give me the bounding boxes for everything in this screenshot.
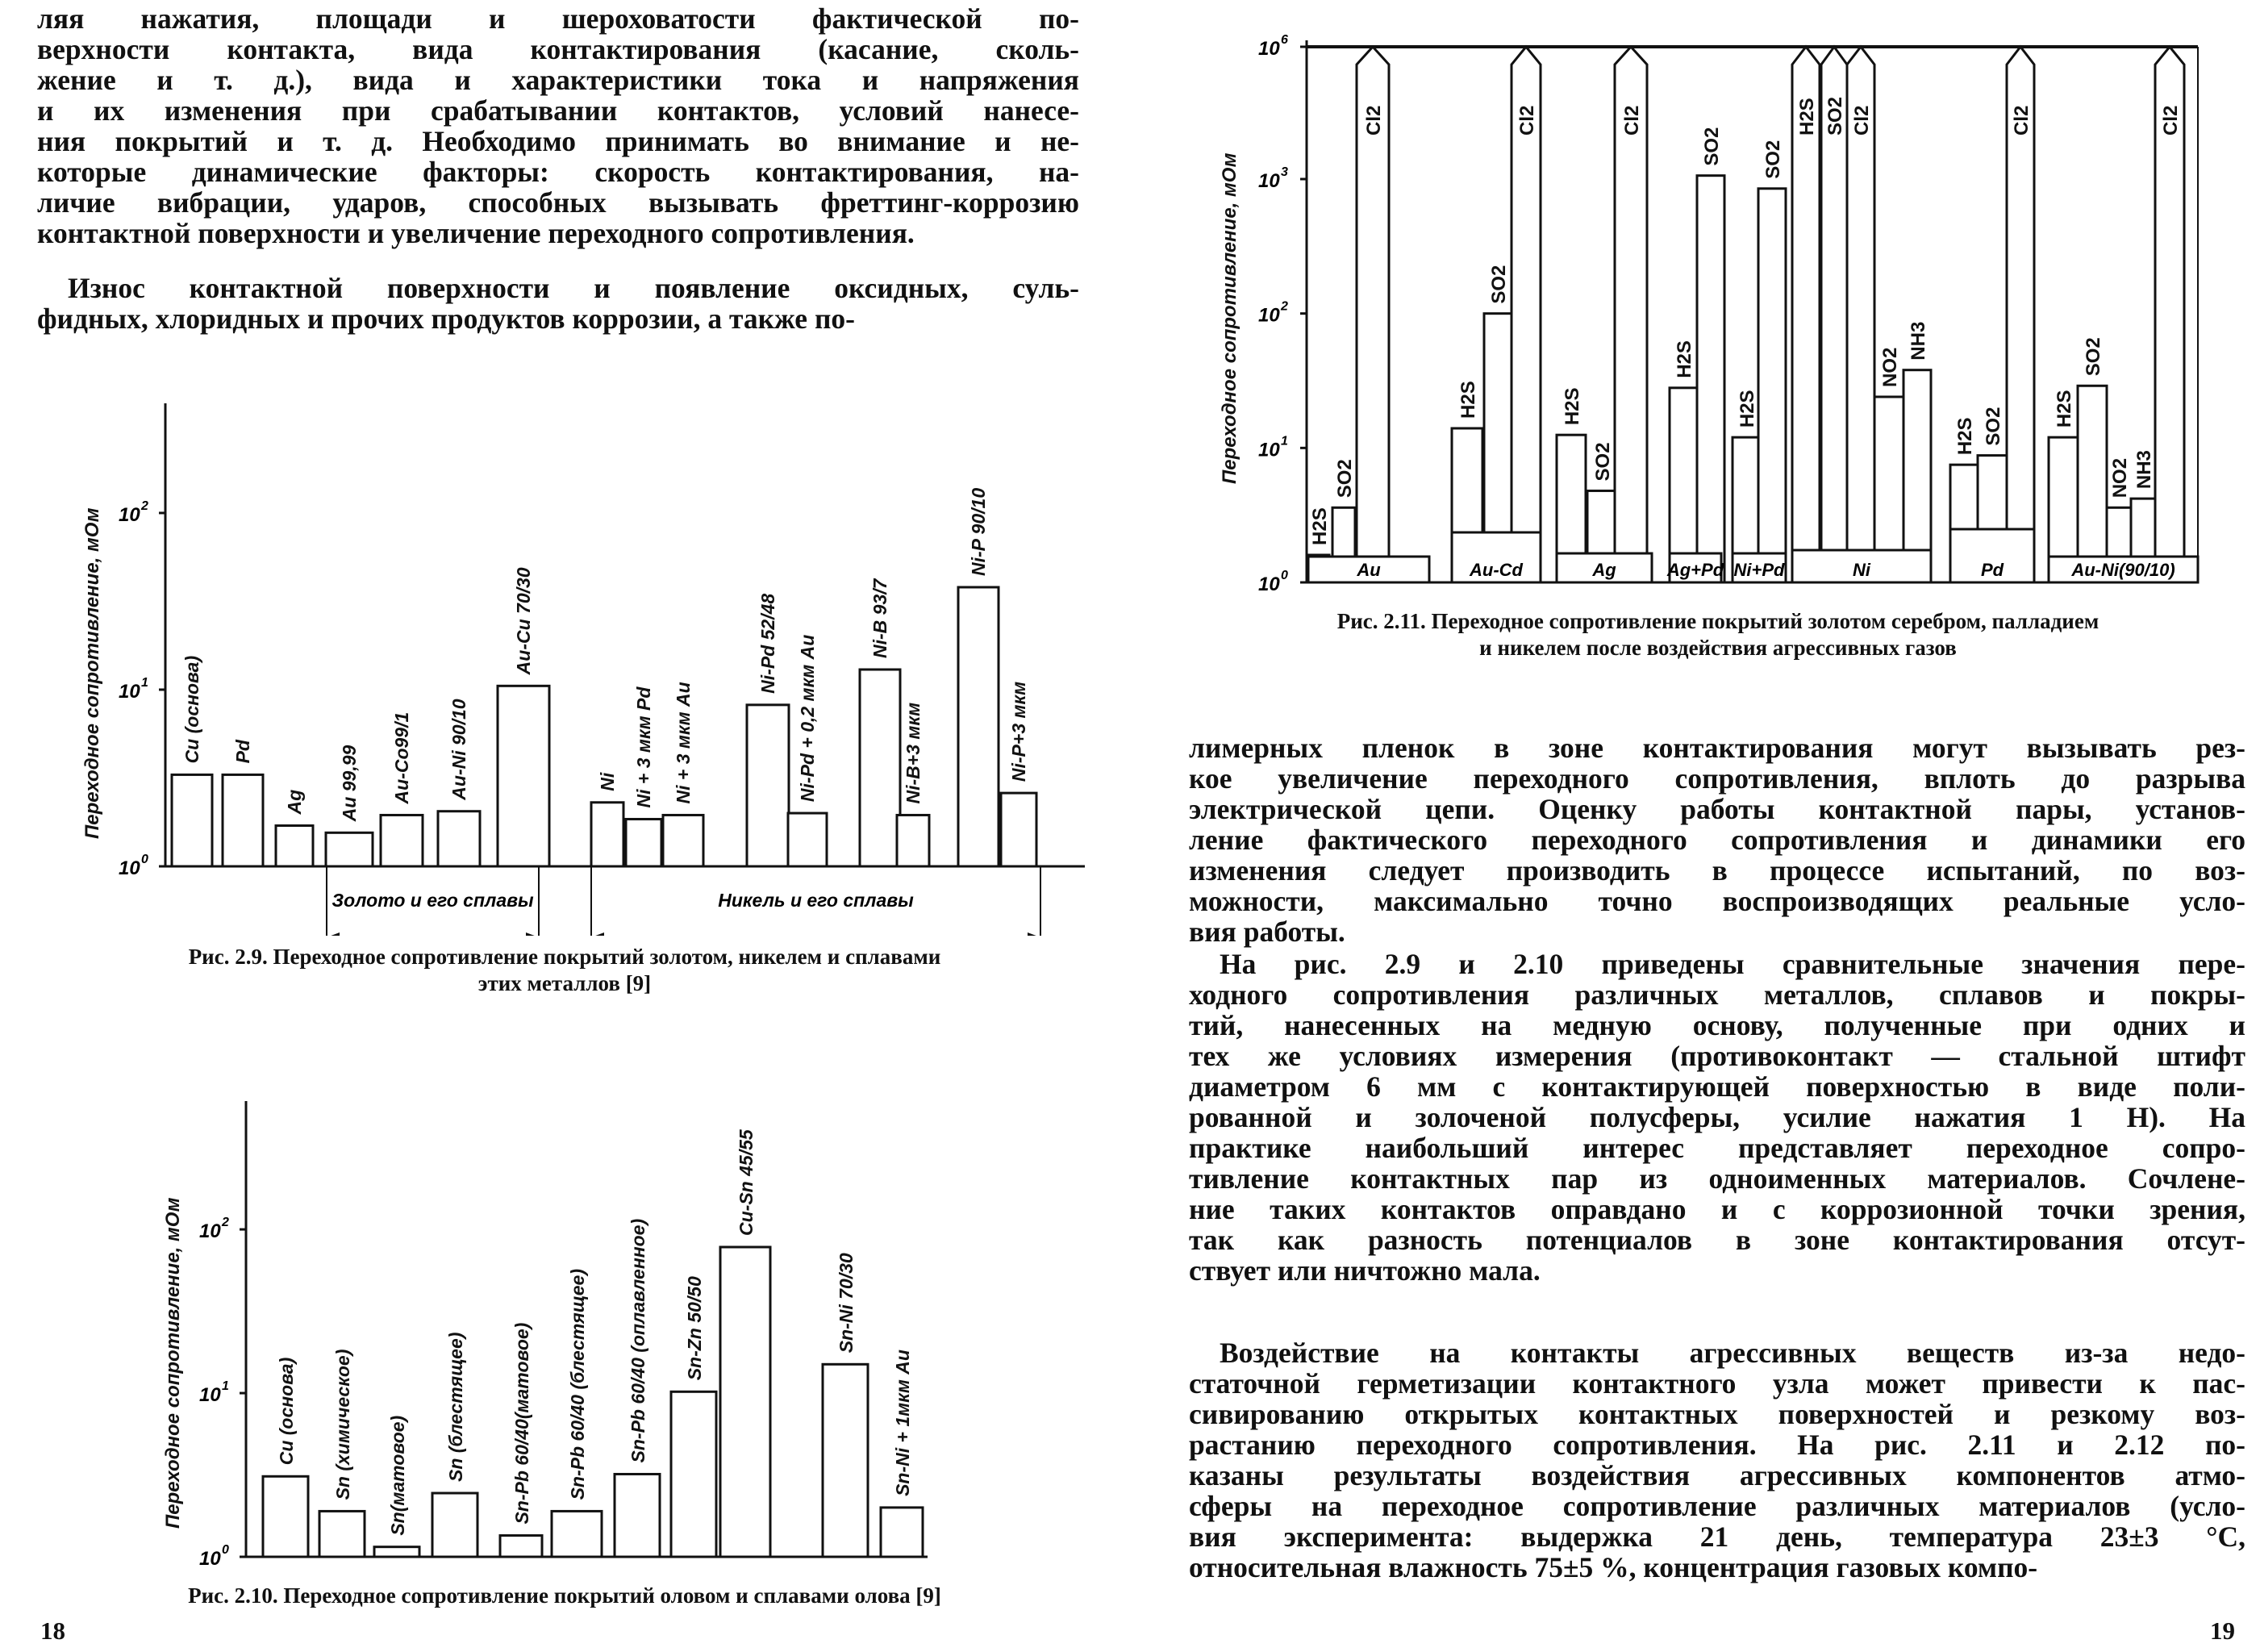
bar (2078, 386, 2107, 582)
paragraph-aggressive-gases (1189, 1337, 2245, 1583)
bar (823, 1364, 868, 1557)
y-axis-label: Переходное сопротивление, мОм (81, 507, 103, 839)
bar-label: Cu-Sn 45/55 (736, 1129, 757, 1236)
figure-2-10 (0, 1004, 1129, 1577)
caption-line: Рис. 2.11. Переходное сопротивление покрытий золотом серебром, палладием (1336, 609, 2099, 633)
y-tick-label: 10 (1258, 574, 1280, 595)
text-line: ствует или ничтожно мала. (1189, 1254, 1541, 1287)
text-line: диаметром 6 мм с контактирующей поверхностью в виде поли- (1189, 1070, 2245, 1103)
text-line: вия эксперимента: выдержка 21 день, температура 23±3 °С, (1189, 1521, 2245, 1553)
text-line: контактной поверхности и увеличение переходного сопротивления. (37, 217, 915, 249)
gas-label: Cl2 (1851, 105, 1873, 136)
gas-label: H2S (1737, 390, 1758, 428)
bar (881, 1508, 923, 1557)
gas-label: H2S (1562, 387, 1583, 426)
gas-label: NH3 (1908, 321, 1929, 361)
text-line: ние таких контактов оправдано и с коррозионной точки зрения, (1189, 1193, 2245, 1225)
gas-label: H2S (1674, 340, 1695, 378)
text-line: изменения следует производить в процессе испытаний, по воз- (1189, 854, 2245, 886)
text-line: сферы на переходное сопротивление различных материалов (усло- (1189, 1490, 2245, 1522)
text-line: Износ контактной поверхности и появление оксидных, суль- (68, 272, 1079, 304)
bar-label: Ni (597, 772, 618, 791)
y-tick-exponent: 3 (1281, 165, 1288, 179)
gas-label: SO2 (1701, 127, 1723, 166)
bar (788, 813, 827, 866)
text-line: ходного сопротивления различных металлов, сплавов и покры- (1189, 978, 2245, 1011)
bar (897, 815, 929, 866)
text-line: ляя нажатия, площади и шероховатости фактической по- (37, 2, 1079, 35)
bar (498, 686, 549, 866)
paragraph-top (37, 3, 1079, 248)
text-line: На рис. 2.9 и 2.10 приведены сравнительные значения пере- (1220, 948, 2245, 980)
y-tick-exponent: 0 (1281, 569, 1288, 582)
text-line: которые динамические факторы: скорость контактирования, на- (37, 156, 1079, 188)
material-label: Ag (1592, 560, 1616, 580)
gas-label: H2S (2054, 390, 2075, 428)
bar-label: Au 99,99 (339, 745, 360, 822)
bar (615, 1474, 660, 1557)
bar-label: Ni-P 90/10 (968, 487, 989, 576)
bar (276, 826, 313, 866)
y-tick-label: 10 (199, 1384, 221, 1407)
bar (747, 705, 789, 866)
text-line: электрической цепи. Оценку работы контактной пары, установ- (1189, 793, 2245, 825)
gas-label: SO2 (1334, 459, 1356, 499)
right-page (1129, 0, 2260, 1652)
bar-label: Ag (284, 789, 305, 815)
bar-label: Sn-Pb 60/40(матовое) (511, 1322, 532, 1525)
gas-label: SO2 (2083, 337, 2104, 377)
bar-label: Sn-Pb 60/40 (оплавленное) (628, 1218, 648, 1463)
caption-line: Рис. 2.10. Переходное сопротивление покрытий оловом и сплавами олова [9] (188, 1583, 941, 1608)
page-number-right: 19 (2210, 1617, 2235, 1645)
bar-label: Ni-Pd 52/48 (757, 593, 778, 694)
bar (552, 1511, 602, 1557)
bar-label: Sn-Zn 50/50 (684, 1276, 705, 1381)
text-line: можности, максимально точно воспроизводящих реальные усло- (1189, 885, 2245, 917)
bar-label: Au-Ni 90/10 (448, 699, 469, 800)
bar (720, 1247, 770, 1557)
bar-label: Ni + 3 мкм Pd (633, 686, 654, 808)
figure-2-11 (1129, 0, 2260, 613)
bar (381, 815, 423, 866)
y-tick-exponent: 1 (141, 675, 148, 690)
y-tick-label: 10 (1258, 439, 1280, 461)
y-tick-exponent: 6 (1281, 33, 1288, 47)
gas-label: SO2 (1488, 265, 1510, 304)
bar-label: Sn-Pb 60/40 (блестящее) (567, 1269, 588, 1500)
text-line: лимерных пленок в зоне контактирования могут вызывать рез- (1189, 732, 2245, 764)
gas-label: Cl2 (2011, 105, 2033, 136)
bar (1001, 793, 1036, 866)
y-tick-label: 10 (119, 680, 140, 703)
caption-line: этих металлов [9] (477, 971, 652, 995)
bar-label: Au-Co99/1 (391, 711, 412, 804)
bar-label: Ni-B+3 мкм (903, 702, 924, 804)
gas-label: H2S (1954, 417, 1976, 456)
y-tick-exponent: 0 (222, 1543, 229, 1557)
bar (958, 587, 999, 866)
bar-label: Ni-P+3 мкм (1008, 681, 1029, 782)
text-line: ление фактического переходного сопротивления и динамики его (1189, 824, 2245, 856)
text-line: растанию переходного сопротивления. На рис. 2.11 и 2.12 по- (1189, 1429, 2245, 1461)
arrow-head (526, 932, 539, 936)
y-tick-exponent: 0 (141, 853, 148, 866)
bar (172, 774, 212, 866)
page-number-left: 18 (40, 1617, 65, 1645)
y-tick-label: 10 (199, 1548, 221, 1570)
y-axis-label: Переходное сопротивление, мОм (162, 1197, 184, 1529)
arrow-head (591, 932, 604, 936)
bar (374, 1547, 419, 1557)
gas-label: H2S (1457, 381, 1479, 419)
text-line: тий, нанесенных на медную основу, полученные при одних и (1189, 1009, 2245, 1041)
material-label: Ni+Pd (1733, 560, 1785, 580)
y-tick-exponent: 2 (222, 1216, 229, 1230)
text-line: сивированию открытых контактных поверхностей и резкому воз- (1189, 1398, 2245, 1430)
y-tick-label: 10 (119, 857, 140, 879)
paragraph-continued (1189, 732, 2245, 947)
gas-label: NO2 (2109, 457, 2131, 499)
y-tick-label: 10 (1258, 304, 1280, 327)
text-line: и их изменения при срабатывании контактов, условий нанесе- (37, 94, 1079, 127)
caption-line: и никелем после воздействия агрессивных газов (1479, 636, 1957, 660)
bar-label: Sn-Ni 70/30 (836, 1253, 857, 1354)
text-line: жение и т. д.), вида и характеристики тока и напряжения (37, 64, 1079, 96)
bar (432, 1493, 477, 1557)
bar (1758, 189, 1786, 582)
gas-label: SO2 (1983, 407, 2004, 446)
text-line: вия работы. (1189, 916, 1345, 948)
gas-label: SO2 (1824, 96, 1846, 136)
group-label: Золото и его сплавы (331, 890, 534, 911)
bar-label: Sn-Ni + 1мкм Au (892, 1350, 913, 1496)
bar (263, 1476, 308, 1557)
bar (591, 803, 623, 866)
paragraph-corrosion (37, 273, 1079, 334)
caption-line: Рис. 2.9. Переходное сопротивление покрытий золотом, никелем и сплавами (188, 945, 941, 969)
gas-label: Cl2 (1363, 105, 1385, 136)
figure-2-10-caption (16, 1583, 1113, 1609)
bar-label: Pd (232, 740, 253, 764)
text-line: практике наибольший интерес представляет переходное сопро- (1189, 1132, 2245, 1164)
left-page (0, 0, 1129, 1652)
text-line: ния покрытий и т. д. Необходимо принимать во внимание и не- (37, 125, 1079, 157)
text-line: так как разность потенциалов в зоне контактирования отсут- (1189, 1224, 2245, 1256)
text-line: статочной герметизации контактного узла может привести к пас- (1189, 1367, 2245, 1400)
text-line: тех же условиях измерения (противоконтакт — стальной штифт (1189, 1040, 2245, 1072)
bar (500, 1536, 542, 1557)
bar-label: Ni-B 93/7 (869, 578, 890, 659)
y-tick-label: 10 (1258, 38, 1280, 60)
material-label: Ni (1853, 560, 1870, 580)
bar-label: Sn (блестящее) (445, 1332, 466, 1483)
bar (671, 1391, 716, 1557)
bar-label: Ni-Pd + 0,2 мкм Au (797, 634, 818, 803)
material-label: Au-Cd (1470, 560, 1523, 580)
text-line: фидных, хлоридных и прочих продуктов коррозии, а также по- (37, 302, 855, 335)
material-label: Ag+Pd (1666, 560, 1724, 580)
bar (626, 819, 661, 866)
y-tick-label: 10 (119, 503, 140, 526)
y-tick-label: 10 (1258, 170, 1280, 192)
bar (438, 811, 480, 866)
y-tick-exponent: 1 (222, 1379, 229, 1394)
gas-label: SO2 (1762, 140, 1784, 179)
gas-label: Cl2 (2160, 105, 2182, 136)
y-tick-exponent: 1 (1281, 434, 1288, 448)
bar (1697, 176, 1724, 582)
bar-label: Sn (химическое) (332, 1349, 353, 1500)
arrow-head (327, 932, 340, 936)
gas-label: NO2 (1879, 347, 1901, 387)
gas-label: Cl2 (1621, 105, 1643, 136)
text-line: верхности контакта, вида контактирования (касание, сколь- (37, 33, 1079, 65)
text-line: кое увеличение переходного сопротивления, вплоть до разрыва (1189, 762, 2245, 795)
bar (663, 815, 703, 866)
bar (326, 832, 373, 866)
figure-2-9-caption (16, 944, 1113, 997)
text-line: Воздействие на контакты агрессивных веществ из-за недо- (1220, 1337, 2245, 1369)
material-label: Au (1357, 560, 1381, 580)
y-tick-label: 10 (199, 1220, 221, 1243)
arrow-head (1028, 932, 1040, 936)
bar-label: Cu (основа) (276, 1357, 297, 1466)
gas-label: SO2 (1592, 442, 1614, 482)
gas-label: H2S (1796, 98, 1818, 136)
text-line: рованной и золоченой полусферы, усилие нажатия 1 Н). На (1189, 1101, 2245, 1133)
text-line: казаны результаты воздействия агрессивных компонентов атмо- (1189, 1459, 2245, 1491)
gas-label: NH3 (2133, 450, 2155, 490)
y-tick-exponent: 2 (141, 499, 148, 513)
text-line: тивление контактных пар из одноименных материалов. Сочлене- (1189, 1162, 2245, 1195)
paragraph-figures (1189, 949, 2245, 1286)
text-line: относительная влажность 75±5 %, концентрация газовых компо- (1189, 1551, 2038, 1583)
bar-label: Ni + 3 мкм Au (673, 682, 694, 804)
figure-2-9 (0, 387, 1129, 936)
material-label: Au-Ni(90/10) (2071, 560, 2175, 580)
bar (223, 774, 263, 866)
gas-label: H2S (1309, 507, 1331, 545)
bar-label: Sn(матовое) (387, 1415, 408, 1536)
bar-label: Cu (основа) (181, 655, 202, 764)
figure-2-11-caption (1178, 608, 2258, 661)
bar-label: Au-Cu 70/30 (513, 567, 534, 675)
bar (319, 1511, 365, 1557)
material-label: Pd (1980, 560, 2004, 580)
bar (860, 670, 900, 866)
y-axis-label: Переходное сопротивление, мОм (1219, 152, 1240, 484)
group-label: Никель и его сплавы (718, 890, 914, 911)
gas-label: Cl2 (1516, 105, 1538, 136)
text-line: личие вибрации, ударов, способных вызывать фреттинг-коррозию (37, 186, 1079, 219)
y-tick-exponent: 2 (1281, 299, 1288, 314)
